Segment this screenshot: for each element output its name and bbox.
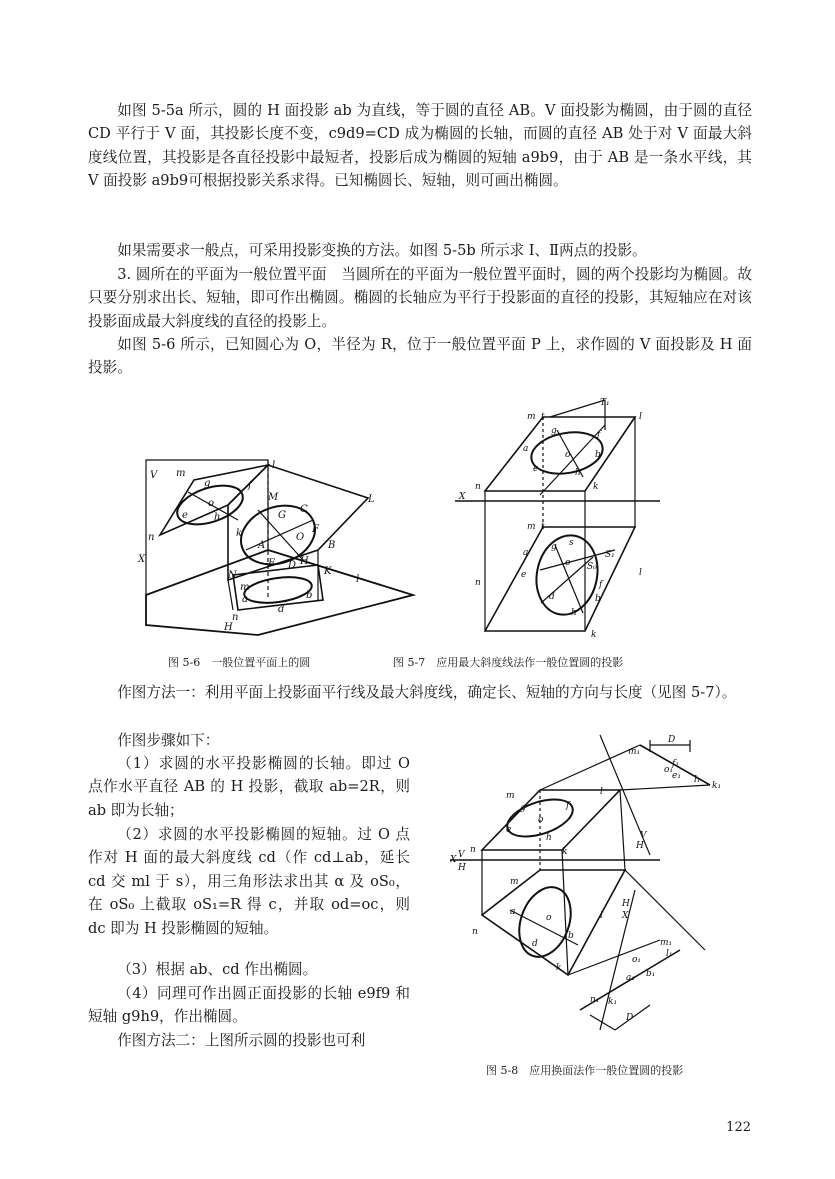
method-one-paragraph: 作图方法一：利用平面上投影面平行线及最大斜度线，确定长、短轴的方向与长度（见图 5-7）。 bbox=[117, 684, 737, 701]
svg-text:f₁: f₁ bbox=[672, 759, 679, 769]
step-4: （4）同理可作出圆正面投影的长轴 e9f9 和短轴 g9h9，作出椭圆。 bbox=[88, 985, 410, 1026]
svg-text:l: l bbox=[600, 787, 603, 797]
paragraph-1: 如图 5-5a 所示，圆的 H 面投影 ab 为直线，等于圆的直径 AB。V 面投影为椭圆，由于圆的直径 CD 平行于 V 面，其投影长度不变，c9d9=CD 成为椭圆的长轴，而圆的直径 AB 处于对 V 面最大斜度线位置，其投影是各直径投影中最短者，投影后成为椭圆的短轴 a9b9，由于 AB 是一条水平线，其 V 面投影 a9b9可根据投影关系求得。已知椭圆长、短轴，则可画出椭圆。 bbox=[88, 102, 752, 190]
paragraph-2: 如果需要求一般点，可采用投影变换的方法。如图 5-5b 所示求 Ⅰ、Ⅱ两点的投影。 bbox=[117, 242, 647, 259]
svg-text:K: K bbox=[324, 566, 332, 577]
paragraph-4: 如图 5-6 所示，已知圆心为 O，半径为 R，位于一般位置平面 P 上，求作圆的 V 面投影及 H 面投影。 bbox=[88, 336, 752, 377]
svg-text:X: X bbox=[450, 855, 457, 865]
svg-text:k₁: k₁ bbox=[712, 781, 722, 791]
svg-text:X: X bbox=[622, 911, 629, 921]
svg-text:S₀: S₀ bbox=[587, 562, 597, 572]
svg-text:e: e bbox=[521, 570, 527, 580]
svg-text:S₁: S₁ bbox=[605, 550, 615, 560]
svg-text:n: n bbox=[470, 845, 476, 855]
svg-text:n: n bbox=[148, 532, 155, 543]
svg-text:H: H bbox=[224, 622, 233, 633]
svg-text:n: n bbox=[475, 578, 481, 588]
caption-fig-5-7: 图 5-7 应用最大斜度线法作一般位置圆的投影 bbox=[393, 656, 624, 669]
svg-text:f: f bbox=[597, 430, 601, 440]
step-2: （2）求圆的水平投影椭圆的短轴。过 O 点作对 H 面的最大斜度线 cd（作 cd⊥ab，延长 cd 交 ml 于 s），用三角形法求出其 α 及 oS₀，在 oS₀ 上截取 oS₁=R 得 c，并取 od=oc，则 dc 即为 H 投影椭圆的短轴。 bbox=[88, 826, 410, 937]
svg-text:k: k bbox=[593, 482, 599, 492]
figure-5-7 bbox=[455, 395, 660, 645]
svg-text:m: m bbox=[506, 791, 515, 801]
svg-text:o: o bbox=[565, 450, 571, 460]
svg-text:f: f bbox=[599, 580, 603, 590]
svg-text:f: f bbox=[566, 801, 570, 811]
svg-text:f: f bbox=[248, 480, 252, 491]
svg-text:d: d bbox=[532, 939, 538, 949]
svg-text:D: D bbox=[626, 1013, 634, 1023]
svg-text:O: O bbox=[296, 532, 305, 543]
svg-text:m: m bbox=[176, 468, 186, 479]
svg-text:V: V bbox=[150, 470, 158, 481]
svg-text:H: H bbox=[300, 556, 309, 567]
step-1: （1）求圆的水平投影椭圆的长轴。即过 O 点作水平直径 AB 的 H 投影，截取 ab=2R，则 ab 即为长轴； bbox=[88, 755, 410, 819]
svg-text:g: g bbox=[551, 426, 557, 436]
svg-text:B: B bbox=[328, 540, 336, 551]
svg-text:a: a bbox=[523, 548, 529, 558]
svg-text:b: b bbox=[595, 594, 601, 604]
svg-text:a: a bbox=[523, 444, 529, 454]
svg-text:k: k bbox=[591, 630, 597, 640]
svg-text:o₁: o₁ bbox=[632, 955, 642, 965]
svg-text:X: X bbox=[138, 554, 146, 565]
svg-text:a: a bbox=[510, 907, 516, 917]
svg-text:V: V bbox=[640, 831, 647, 841]
figure-5-6 bbox=[128, 440, 418, 640]
svg-text:b: b bbox=[568, 931, 574, 941]
svg-text:H: H bbox=[458, 863, 466, 873]
svg-text:o: o bbox=[538, 815, 544, 825]
svg-text:d: d bbox=[549, 592, 555, 602]
svg-text:g: g bbox=[520, 803, 526, 813]
svg-text:A: A bbox=[258, 540, 266, 551]
svg-text:g: g bbox=[551, 542, 557, 552]
svg-text:h: h bbox=[214, 512, 221, 523]
svg-text:l: l bbox=[639, 568, 642, 578]
svg-text:b: b bbox=[595, 450, 601, 460]
svg-text:k₁: k₁ bbox=[608, 997, 618, 1007]
svg-text:D: D bbox=[668, 735, 676, 745]
svg-text:E: E bbox=[268, 558, 276, 569]
svg-text:l: l bbox=[356, 574, 360, 585]
caption-fig-5-6: 图 5-6 一般位置平面上的圆 bbox=[168, 656, 311, 669]
svg-text:d: d bbox=[278, 604, 285, 615]
svg-text:o: o bbox=[546, 913, 552, 923]
svg-text:n: n bbox=[232, 612, 239, 623]
svg-text:F: F bbox=[312, 524, 319, 535]
svg-text:m: m bbox=[510, 877, 519, 887]
svg-text:m₁: m₁ bbox=[628, 747, 641, 757]
svg-text:m₁: m₁ bbox=[660, 938, 673, 948]
svg-text:l: l bbox=[639, 412, 642, 422]
caption-fig-5-8: 图 5-8 应用换面法作一般位置圆的投影 bbox=[486, 1064, 684, 1077]
svg-text:M: M bbox=[268, 492, 279, 503]
svg-text:l: l bbox=[272, 460, 276, 471]
svg-text:k: k bbox=[236, 528, 243, 539]
svg-text:t: t bbox=[541, 522, 545, 532]
svg-text:a₁: a₁ bbox=[626, 973, 635, 983]
svg-text:k: k bbox=[556, 963, 562, 973]
svg-text:s: s bbox=[569, 538, 574, 548]
svg-text:V: V bbox=[458, 850, 465, 860]
svg-text:C: C bbox=[300, 504, 308, 515]
svg-text:G: G bbox=[278, 510, 286, 521]
steps-title: 作图步骤如下： bbox=[117, 732, 220, 749]
svg-text:m: m bbox=[240, 582, 250, 593]
svg-text:m: m bbox=[527, 412, 536, 422]
svg-text:L: L bbox=[368, 494, 375, 505]
svg-text:D: D bbox=[288, 560, 297, 571]
svg-text:b: b bbox=[306, 590, 313, 601]
svg-text:o₁: o₁ bbox=[664, 765, 674, 775]
method-two-paragraph: 作图方法二：上图所示圆的投影也可利 bbox=[117, 1032, 366, 1049]
svg-text:h: h bbox=[546, 833, 552, 843]
svg-text:l₁: l₁ bbox=[666, 949, 673, 959]
paragraph-3: 3. 圆所在的平面为一般位置平面 当圆所在的平面为一般位置平面时，圆的两个投影均为椭圆。故只要分别求出长、短轴，即可作出椭圆。椭圆的长轴应为平行于投影面的直径的投影，其短轴应在对该投影面成最大斜度线的直径的投影上。 bbox=[88, 266, 752, 330]
svg-text:e: e bbox=[182, 510, 188, 521]
svg-text:k: k bbox=[562, 847, 568, 857]
svg-text:X: X bbox=[459, 492, 466, 502]
svg-text:o: o bbox=[208, 498, 215, 509]
svg-text:h: h bbox=[571, 608, 577, 618]
svg-text:H: H bbox=[622, 899, 630, 909]
svg-text:N: N bbox=[228, 570, 237, 581]
svg-text:m: m bbox=[527, 522, 536, 532]
svg-text:e: e bbox=[533, 464, 539, 474]
svg-text:e: e bbox=[506, 825, 512, 835]
svg-text:h: h bbox=[575, 468, 581, 478]
svg-text:g: g bbox=[204, 478, 211, 489]
svg-text:T₁: T₁ bbox=[600, 398, 610, 408]
svg-text:t: t bbox=[541, 412, 545, 422]
svg-text:l: l bbox=[600, 911, 603, 921]
svg-text:H: H bbox=[636, 841, 644, 851]
svg-text:a: a bbox=[242, 594, 248, 605]
svg-text:n₁: n₁ bbox=[590, 995, 600, 1005]
svg-text:n: n bbox=[475, 482, 481, 492]
page-number: 122 bbox=[726, 1120, 751, 1135]
svg-text:l₁: l₁ bbox=[694, 775, 701, 785]
figure-5-8 bbox=[450, 730, 730, 1055]
step-3: （3）根据 ab、cd 作出椭圆。 bbox=[117, 961, 318, 978]
svg-text:b₁: b₁ bbox=[646, 969, 656, 979]
svg-text:o: o bbox=[565, 558, 571, 568]
svg-text:e₁: e₁ bbox=[672, 771, 681, 781]
svg-text:n: n bbox=[472, 927, 478, 937]
